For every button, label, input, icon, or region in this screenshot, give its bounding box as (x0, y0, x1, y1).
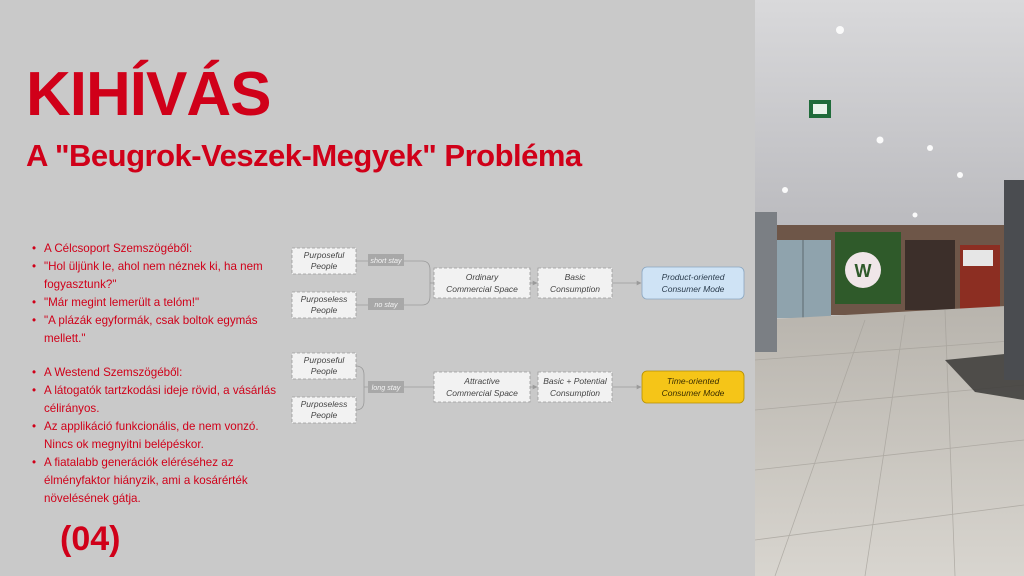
box-label: People (310, 305, 338, 315)
box-label: People (310, 366, 338, 376)
box-label: Purposeless (300, 399, 348, 409)
list-item: • Az applikáció funkcionális, de nem vonzó. Nincs ok megnyitni belépéskor. (32, 418, 290, 454)
list-item: • "A plázák egyformák, csak boltok egymás mellett." (32, 312, 290, 348)
box-label: Basic (564, 272, 586, 282)
box-label: Commercial Space (446, 388, 518, 398)
box-label: Purposeless (300, 294, 348, 304)
consumer-mode-diagram (286, 240, 756, 430)
box-label: Attractive (464, 376, 500, 386)
box-label: Purposeful (303, 355, 345, 365)
box-label: Consumer Mode (661, 284, 725, 294)
no-stay-label: no stay (374, 300, 398, 309)
logo-letter: W (854, 261, 872, 281)
list-item: • A látogatók tartzkodási ideje rövid, a vásárlás célirányos. (32, 382, 290, 418)
box-label: Consumer Mode (661, 388, 725, 398)
long-stay-label: long stay (371, 383, 401, 392)
box-label: People (310, 410, 338, 420)
list-item: • "Hol üljünk le, ahol nem néznek ki, ha nem fogyasztunk?" (32, 258, 290, 294)
list-item: • A fiatalabb generációk eléréséhez az élményfaktor hiányzik, ami a kosárérték növelésének gátja. (32, 454, 290, 508)
box-label: Consumption (549, 284, 601, 294)
bottom-flow (292, 353, 744, 423)
box-label: Consumption (549, 388, 601, 398)
box-label: Ordinary (465, 272, 499, 282)
slide-title: KIHÍVÁS (26, 60, 271, 129)
slide-subtitle: A "Beugrok-Veszek-Megyek" Probléma (26, 138, 582, 173)
box-label: Product-oriented (661, 272, 725, 282)
list-item: • A Westend Szemszögéből: (32, 364, 290, 382)
box-label: Purposeful (303, 250, 345, 260)
list-item: • A Célcsoport Szemszögéből: (32, 240, 290, 258)
box-label: Time-oriented (666, 376, 720, 386)
page-number: (04) (60, 520, 121, 558)
box-label: Basic + Potential (543, 376, 607, 386)
box-label: Commercial Space (446, 284, 518, 294)
list-item: • "Már megint lemerült a telóm!" (32, 294, 290, 312)
short-stay-label: short stay (370, 256, 402, 265)
top-flow (292, 248, 744, 318)
mall-interior-photo (755, 0, 1024, 576)
westend-list (32, 364, 290, 508)
box-label: People (310, 261, 338, 271)
target-group-list (32, 240, 290, 348)
